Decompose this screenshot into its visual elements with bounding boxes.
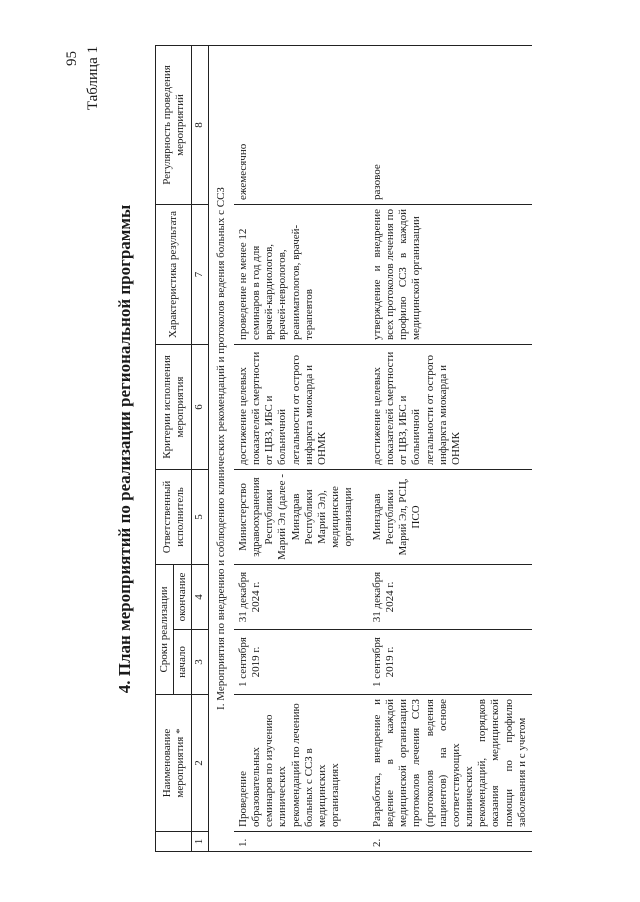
column-index-row (192, 45, 208, 851)
column-index: 1 (192, 832, 208, 852)
regularity: разовое (368, 45, 532, 204)
header-executor: Ответственный исполнитель (156, 469, 192, 564)
activity-name: Разработка, внедрение и ведение в каждой медицинской организации протоколов лечения ССЗ (протоколов ведения пациентов) на основе соответствующих клинических рекомендаций, порядков оказания медицинской помощи по профилю заболевания и с учетом (368, 695, 532, 832)
page-title: 4. План мероприятий по реализации региональной программы (115, 204, 134, 694)
column-index: 3 (192, 630, 208, 695)
row-number: 2. (368, 832, 532, 852)
activity-name: Проведение образовательных семинаров по изучению клинических рекомендаций по лечению больных с ССЗ в медицинских организациях (234, 695, 368, 832)
regularity: ежемесячно (234, 45, 368, 204)
header-start: начало (174, 630, 192, 695)
section-row (208, 45, 234, 851)
end-date: 31 декабря 2024 г. (368, 564, 532, 629)
result: проведение не менее 12 семинаров в год для врачей-кардиологов, врачей-неврологов, реаниматологов, врачей-терапевтов (234, 204, 368, 344)
executor: Минздрав Республики Марий Эл, РСЦ, ПСО (368, 469, 532, 564)
table-row (368, 45, 532, 851)
column-index: 8 (192, 45, 208, 204)
header-timing: Сроки реализации (156, 564, 174, 694)
criteria: достижение целевых показателей смертности от ЦВЗ, ИБС и больничной летальности от острого инфаркта миокарда и ОНМК (368, 344, 532, 469)
section-title: I. Мероприятия по внедрению и соблюдению клинических рекомендаций и протоколов ведения больных с ССЗ (208, 45, 234, 851)
criteria: достижение целевых показателей смертности от ЦВЗ, ИБС и больничной летальности от острого инфаркта миокарда и ОНМК (234, 344, 368, 469)
header-criteria: Критерии исполнения мероприятия (156, 344, 192, 469)
result: утверждение и внедрение всех протоколов лечения по профилю ССЗ в каждой медицинской организации (368, 204, 532, 344)
table-row (234, 45, 368, 851)
rotated-page (85, 46, 545, 852)
column-index: 6 (192, 344, 208, 469)
executor: Министерство здравоохранения Республики Марий Эл (далее - Минздрав Республики Марий Эл), медицинские организации (234, 469, 368, 564)
end-date: 31 декабря 2024 г. (234, 564, 368, 629)
header-name: Наименование мероприятия * (156, 695, 192, 832)
start-date: 1 сентября 2019 г. (368, 630, 532, 695)
start-date: 1 сентября 2019 г. (234, 630, 368, 695)
column-index: 2 (192, 695, 208, 832)
activities-table (155, 45, 532, 852)
header-regularity: Регулярность проведения мероприятий (156, 45, 192, 204)
column-index: 5 (192, 469, 208, 564)
column-index: 4 (192, 564, 208, 629)
header-num (156, 832, 192, 852)
column-index: 7 (192, 204, 208, 344)
header-end: окончание (174, 564, 192, 629)
table-label: Таблица 1 (85, 46, 101, 111)
header-result: Характеристика результата (156, 204, 192, 344)
page-number: 95 (64, 51, 80, 66)
header-row (156, 45, 174, 851)
row-number: 1. (234, 832, 368, 852)
